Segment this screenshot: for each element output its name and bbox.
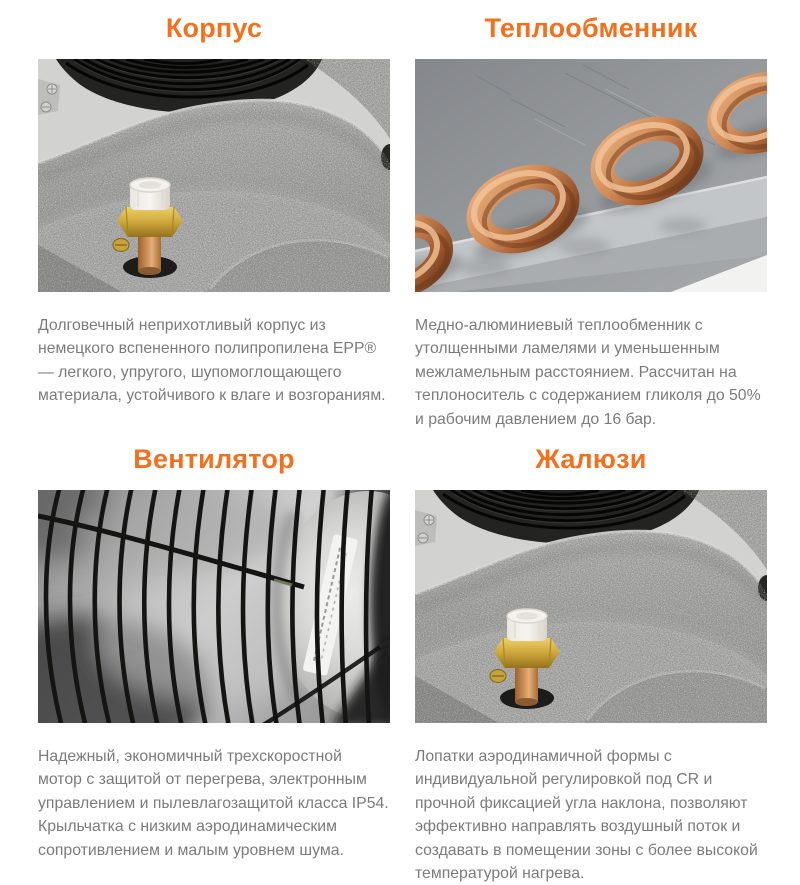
fan-illustration: [38, 490, 390, 723]
heat-exchanger-illustration: [415, 59, 767, 292]
epp-housing-photo: [38, 59, 390, 292]
section-title: Корпус: [165, 13, 263, 43]
feature-section-teploobmennik: [415, 0, 767, 431]
section-description: Надежный, экономичный трехскоростной мотор с защитой от перегрева, электронным управлением и пылевлагозащитой класса IP54. Крыльчатка с низким аэродинамическим сопротивлением и малым уровнем шума.: [38, 748, 389, 859]
louver-housing-photo: [415, 490, 767, 723]
feature-section-korpus: [38, 0, 390, 431]
epp-housing-illustration: [38, 59, 390, 292]
fan-photo: [38, 490, 390, 723]
section-title: Теплообменник: [484, 13, 698, 43]
section-description: Лопатки аэродинамичной формы с индивидуальной регулировкой под CR и прочной фиксацией угла наклона, позволяют эффективно направлять воздушный поток и создавать в помещении зоны с более высокой температурой нагрева.: [415, 748, 758, 883]
section-title: Вентилятор: [133, 444, 295, 475]
feature-section-ventilyator: [38, 431, 390, 885]
section-description: Медно-алюминиевый теплообменник с утолщенными ламелями и уменьшенным межламельным расстоянием. Рассчитан на теплоноситель с содержанием гликоля до 50% и рабочим давлением до 16 бар.: [415, 317, 761, 428]
section-description: Долговечный неприхотливый корпус из немецкого вспененного полипропилена EPP® — легкого, упругого, шупомоглощающего материала, устойчивого к влаге и возгораниям.: [38, 317, 386, 405]
heat-exchanger-photo: [415, 59, 767, 292]
epp-housing-illustration: [415, 490, 767, 723]
feature-section-zhalyuzi: [415, 431, 767, 885]
section-title: Жалюзи: [535, 444, 647, 475]
